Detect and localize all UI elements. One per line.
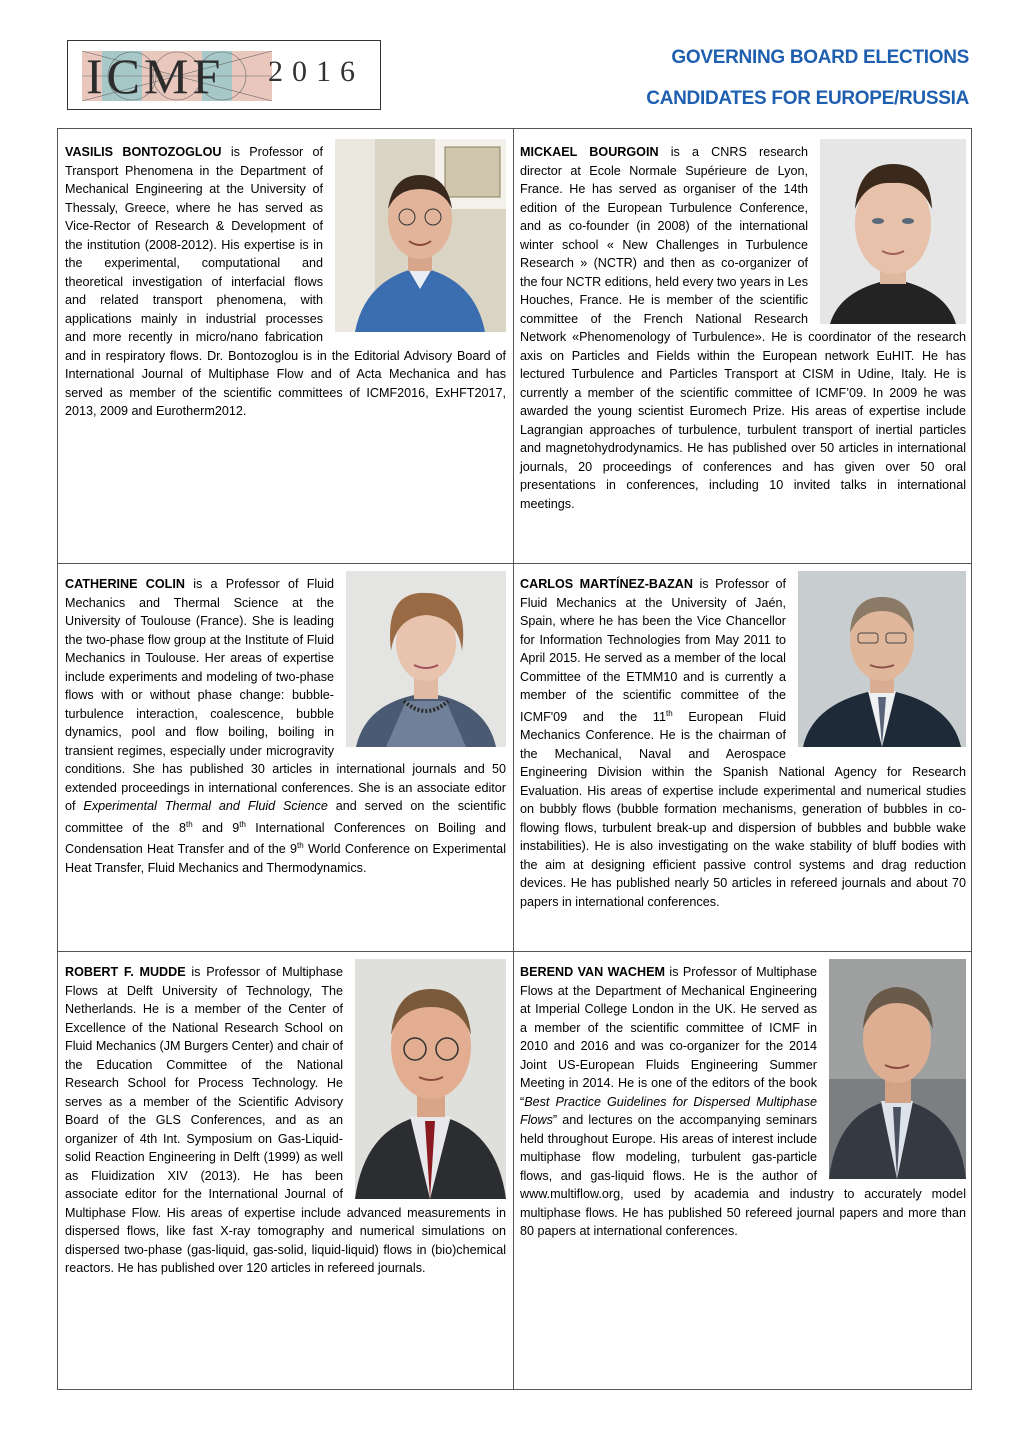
candidate-bio: is Professor of Fluid Mechanics at the University of Jaén, Spain, where he has been the Vice Chancellor for Information Technologies from May 2011 to April 2015. He served as a member of the local Committee of the ETMM10 and is currently a member of the scientific committee of the ICMF'09 and the 11 [520,577,786,724]
column-divider [513,129,514,1389]
bio-text: and 9 [192,820,240,835]
candidate-name: CATHERINE COLIN [65,577,185,591]
bio-text: European Fluid Mechanics Conference. He is the chairman of the Mechanical, Naval and Aerospace Engineering Division within the Spanish National Agency for Research Evaluation. His areas of expertise include experimental and numerical studies on bubbly flows (bubble formation mechanisms, generation of bubbles in co-flowing flows, turbulent break-up and dispersion of bubbles and bubble wake instabilities). He is also investigating on the wake stability of bluff bodies with the aim at designing efficient passive control systems and drag reduction devices. He has published nearly 50 articles in refereed journals and about 70 papers in international conferences. [520,709,966,909]
candidate-name: BEREND VAN WACHEM [520,965,665,979]
bio-text: ” and lectures on the accompanying seminars held throughout Europe. His areas of interest include multiphase flow modeling, turbulent gas-particle flows, and gas-liquid flows. He is the author of www.multiflow.org, used by academia and industry to accurately model multiphase flows. He has published 50 refereed journal papers and more than 80 papers at international conferences. [520,1113,966,1238]
portrait-photo [346,571,506,747]
journal-title: Experimental Thermal and Fluid Science [83,799,328,813]
candidate-bio: is a CNRS research director at Ecole Normale Supérieure de Lyon, France. He has served as organiser of the 14th edition of the European Turbulence Conference, and as co-founder (in 2008) of the international winter school « New Challenges in Turbulence Research » (NCTR) and then as co-organizer of the four NCTR editions, held every two years in Les Houches, France. He is member of the scientific committee of the French National Research Network «Phenomenology of Turbulence». He is coordinator of the research axis on Particles and Fields within the European network EuHIT. He has lectured Turbulence and Particles Transport at CISM in Udine, Italy. He is currently a member of the scientific committee of ICMF’09. In 2009 he was awarded the young scientist Euromech Prize. His areas of expertise include Lagrangian approaches of turbulence, turbulent transport of inertial particles and magnetohydrodynamics. He has published over 50 articles in international journals, 20 proceedings of conferences and has given over 50 oral presentations in conferences, including 10 invited talks in international meetings. [520,145,966,511]
candidate-card [520,575,966,911]
icmf-logo [67,40,381,110]
logo-year: 2016 [268,55,364,88]
candidate-name: VASILIS BONTOZOGLOU [65,145,222,159]
candidate-name: MICKAEL BOURGOIN [520,145,659,159]
superscript: th [239,819,246,829]
portrait-photo [798,571,966,747]
candidate-bio: is Professor of Multiphase Flows at Delft University of Technology, The Netherlands. He is a member of the Center of Excellence of the National Research School on Fluid Mechanics (JM Burgers Center) and chair of the Education Committee of the National Research School for Process Technology. He serves as a member of the Scientific Advisory Board of the GLS Conferences, and as an organizer of 4th Int. Symposium on Gas-Liquid-solid Reaction Engineering in Delft (1999) as well as Fluidization XIV (2013). He has been associate editor for the International Journal of Multiphase Flow. His areas of expertise include advanced measurements in dispersed flows, like fast X-ray tomography and numerical simulations on dispersed two-phase (gas-liquid, gas-solid, liquid-liquid) flows in (bio)chemical reactors. He has published over 120 articles in refereed journals. [65,965,506,1275]
icmf-logo-mark [82,48,272,104]
portrait-photo [335,139,506,332]
candidate-card [65,143,506,421]
portrait-photo [820,139,966,324]
page-title: GOVERNING BOARD ELECTIONS [671,47,969,68]
row-divider [58,563,971,564]
superscript: th [186,819,193,829]
candidate-bio: is Professor of Transport Phenomena in the Department of Mechanical Engineering at the University of Thessaly, Greece, where he has served as Vice-Rector of Research & Development of the institution (2008-2012). His expertise is in the experimental, computational and theoretical investigation of interfacial flows and related transport phenomena, with applications mainly in industrial processes and more recently in micro/nano fabrication and in respiratory flows. Dr. Bontozoglou is in the Editorial Advisory Board of International Journal of Multiphase Flow and of Acta Mechanica and has served as member of the scientific committees of ICMF2016, ExHFT2017, 2013, 2009 and Eurotherm2012. [65,145,506,418]
logo-text: ICMF [86,48,225,104]
candidate-card [520,963,966,1241]
superscript: th [297,841,304,851]
bio-text: International Conferences on Boiling and Condensation Heat Transfer and of the 9 [65,820,507,857]
candidate-card [520,143,966,513]
candidates-table [57,128,972,1390]
candidate-card [65,963,506,1278]
candidate-bio: is a Professor of Fluid Mechanics and Thermal Science at the University of Toulouse (France). She is leading the two-phase flow group at the Institute of Fluid Mechanics in Toulouse. Her areas of expertise include experiments and modeling of two-phase flows with or without phase change: bubble-turbulence interaction, coalescence, bubble dynamics, pool and flow boiling, boiling in transient regimes, especially under microgravity conditions. She has published 30 articles in international journals and 50 extended proceedings in international conferences. She is an associate editor of [65,577,506,813]
page-subtitle: CANDIDATES FOR EUROPE/RUSSIA [646,88,969,109]
book-title: Best Practice Guidelines for Dispersed Multiphase Flows [520,1094,817,1127]
bio-text: and served on the scientific committee of the 8 [65,799,506,835]
candidate-name: CARLOS MARTÍNEZ-BAZAN [520,577,693,591]
row-divider [58,951,971,952]
candidate-card [65,575,506,877]
portrait-photo [829,959,966,1179]
candidate-bio: is Professor of Multiphase Flows at the Department of Mechanical Engineering at Imperial College London in the UK. He served as a member of the scientific committee of ICMF in 2010 and 2016 and was co-organizer for the 2014 Joint US-European Fluids Engineering Summer Meeting in 2014. He is one of the editors of the book “ [520,965,817,1109]
portrait-photo [355,959,506,1199]
candidate-name: ROBERT F. MUDDE [65,965,186,979]
superscript: th [665,708,673,718]
bio-text: World Conference on Experimental Heat Transfer, Fluid Mechanics and Thermodynamics. [65,842,506,875]
